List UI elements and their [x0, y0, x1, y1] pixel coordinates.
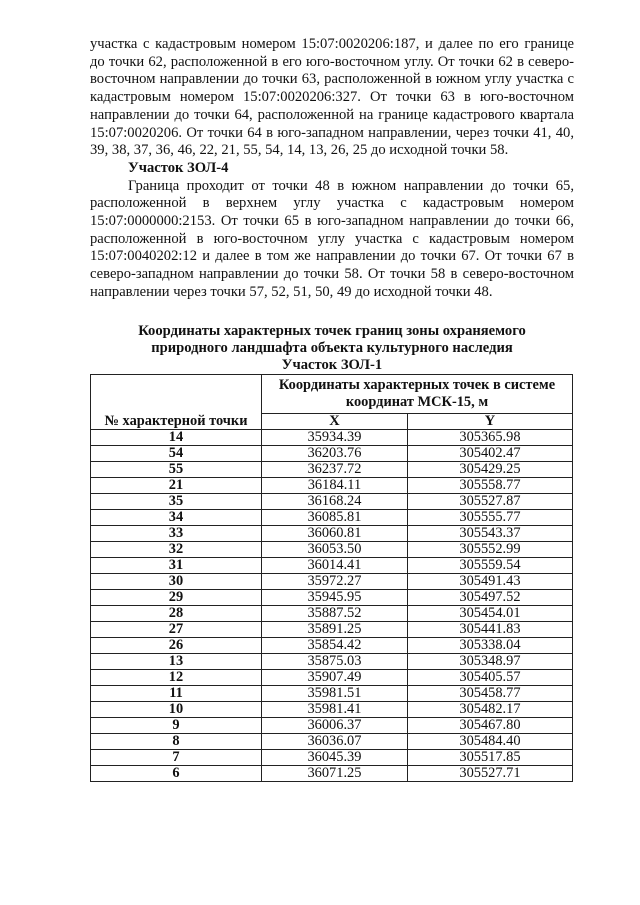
y-coordinate-cell: 305527.71: [407, 765, 572, 781]
point-number-cell: 21: [91, 477, 262, 493]
y-coordinate-cell: 305559.54: [407, 557, 572, 573]
point-number-cell: 31: [91, 557, 262, 573]
x-coordinate-cell: 36053.50: [262, 541, 408, 557]
y-coordinate-cell: 305458.77: [407, 685, 572, 701]
x-coordinate-cell: 36237.72: [262, 461, 408, 477]
table-row: [91, 637, 573, 653]
x-coordinate-cell: 36036.07: [262, 733, 408, 749]
table-row: [91, 621, 573, 637]
y-coordinate-cell: 305484.40: [407, 733, 572, 749]
table-row: [91, 701, 573, 717]
y-coordinate-cell: 305482.17: [407, 701, 572, 717]
x-coordinate-cell: 36184.11: [262, 477, 408, 493]
table-row: [91, 653, 573, 669]
x-coordinate-cell: 35972.27: [262, 573, 408, 589]
point-number-cell: 32: [91, 541, 262, 557]
x-coordinate-cell: 35981.41: [262, 701, 408, 717]
point-number-cell: 7: [91, 749, 262, 765]
y-coordinate-cell: 305543.37: [407, 525, 572, 541]
point-number-cell: 34: [91, 509, 262, 525]
table-row: [91, 493, 573, 509]
table-row: [91, 733, 573, 749]
y-coordinate-cell: 305365.98: [407, 429, 572, 445]
header-y: Y: [407, 413, 572, 429]
section-text-zol4: Граница проходит от точки 48 в южном направлении до точки 65, расположенной в верхнем углу участка с кадастровым номером 15:07:0000000:2153. От точки 65 в юго-западном направлении до точки 66, расположенной в юго-восточном углу участка с кадастровым номером 15:07:0040202:12 и далее в том же направлении до точки 67. От точки 67 в северо-западном направлении до точки 58. От точки 58 в северо-восточном направлении через точки 57, 52, 51, 50, 49 до исходной точки 48.: [90, 177, 574, 300]
point-number-cell: 10: [91, 701, 262, 717]
y-coordinate-cell: 305441.83: [407, 621, 572, 637]
table-row: [91, 589, 573, 605]
y-coordinate-cell: 305558.77: [407, 477, 572, 493]
point-number-cell: 29: [91, 589, 262, 605]
table-row: [91, 461, 573, 477]
x-coordinate-cell: 35981.51: [262, 685, 408, 701]
x-coordinate-cell: 36168.24: [262, 493, 408, 509]
y-coordinate-cell: 305555.77: [407, 509, 572, 525]
table-row: [91, 477, 573, 493]
x-coordinate-cell: 36045.39: [262, 749, 408, 765]
table-row: [91, 573, 573, 589]
table-title: [90, 323, 574, 374]
header-x: X: [262, 413, 408, 429]
y-coordinate-cell: 305454.01: [407, 605, 572, 621]
y-coordinate-cell: 305552.99: [407, 541, 572, 557]
x-coordinate-cell: 35854.42: [262, 637, 408, 653]
point-number-cell: 28: [91, 605, 262, 621]
point-number-cell: 35: [91, 493, 262, 509]
section-heading-zol4: Участок ЗОЛ-4: [128, 159, 229, 176]
table-title-line-1: Координаты характерных точек границ зоны охраняемого: [138, 322, 526, 339]
point-number-cell: 54: [91, 445, 262, 461]
table-row: [91, 557, 573, 573]
y-coordinate-cell: 305497.52: [407, 589, 572, 605]
table-row: [91, 669, 573, 685]
y-coordinate-cell: 305491.43: [407, 573, 572, 589]
table-title-line-3: Участок ЗОЛ-1: [281, 356, 383, 373]
y-coordinate-cell: 305348.97: [407, 653, 572, 669]
y-coordinate-cell: 305429.25: [407, 461, 572, 477]
x-coordinate-cell: 35945.95: [262, 589, 408, 605]
y-coordinate-cell: 305467.80: [407, 717, 572, 733]
document-page: [90, 36, 574, 782]
table-row: [91, 749, 573, 765]
table-row: [91, 509, 573, 525]
table-row: [91, 685, 573, 701]
y-coordinate-cell: 305338.04: [407, 637, 572, 653]
point-number-cell: 8: [91, 733, 262, 749]
table-row: [91, 429, 573, 445]
x-coordinate-cell: 36085.81: [262, 509, 408, 525]
coordinates-table: [90, 374, 573, 782]
point-number-cell: 12: [91, 669, 262, 685]
point-number-cell: 9: [91, 717, 262, 733]
table-row: [91, 605, 573, 621]
point-number-cell: 13: [91, 653, 262, 669]
x-coordinate-cell: 35891.25: [262, 621, 408, 637]
x-coordinate-cell: 36014.41: [262, 557, 408, 573]
table-row: [91, 525, 573, 541]
y-coordinate-cell: 305527.87: [407, 493, 572, 509]
point-number-cell: 11: [91, 685, 262, 701]
table-row: [91, 445, 573, 461]
x-coordinate-cell: 36060.81: [262, 525, 408, 541]
x-coordinate-cell: 35907.49: [262, 669, 408, 685]
x-coordinate-cell: 35887.52: [262, 605, 408, 621]
y-coordinate-cell: 305402.47: [407, 445, 572, 461]
point-number-cell: 55: [91, 461, 262, 477]
x-coordinate-cell: 36203.76: [262, 445, 408, 461]
point-number-cell: 27: [91, 621, 262, 637]
point-number-cell: 30: [91, 573, 262, 589]
point-number-cell: 33: [91, 525, 262, 541]
table-row: [91, 765, 573, 781]
paragraph-continued: участка с кадастровым номером 15:07:0020206:187, и далее по его границе до точки 62, расположенной в его юго-восточном углу. От точки 62 в северо-восточном направлении до точки 63, расположенной в южном углу участка с кадастровым номером 15:07:0020206:327. От точки 63 в юго-восточном направлении до точки 64, расположенной на границе кадастрового квартала 15:07:0020206. От точки 64 в юго-западном направлении, через точки 41, 40, 39, 38, 37, 36, 46, 22, 21, 55, 54, 14, 13, 26, 25 до исходной точки 58.: [90, 36, 574, 159]
x-coordinate-cell: 35875.03: [262, 653, 408, 669]
header-point-number: № характерной точки: [91, 374, 262, 429]
x-coordinate-cell: 36006.37: [262, 717, 408, 733]
point-number-cell: 26: [91, 637, 262, 653]
table-row: [91, 541, 573, 557]
y-coordinate-cell: 305517.85: [407, 749, 572, 765]
header-coordinates: Координаты характерных точек в системе координат МСК-15, м: [262, 374, 573, 413]
table-title-line-2: природного ландшафта объекта культурного наследия: [151, 339, 513, 356]
point-number-cell: 6: [91, 765, 262, 781]
x-coordinate-cell: 35934.39: [262, 429, 408, 445]
point-number-cell: 14: [91, 429, 262, 445]
table-row: [91, 717, 573, 733]
y-coordinate-cell: 305405.57: [407, 669, 572, 685]
x-coordinate-cell: 36071.25: [262, 765, 408, 781]
